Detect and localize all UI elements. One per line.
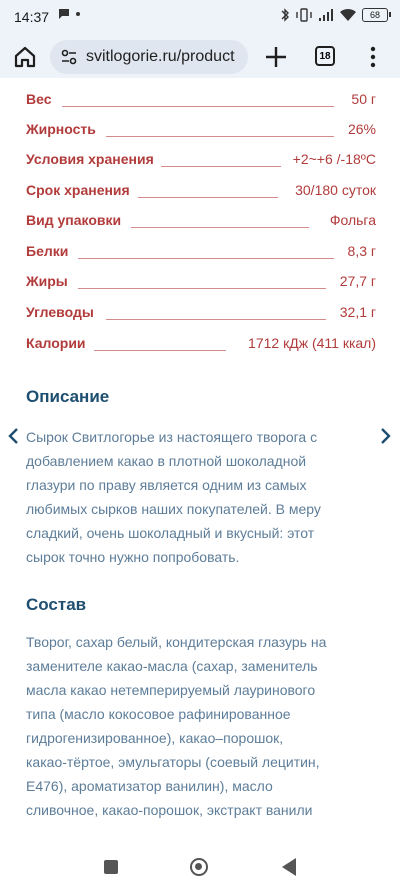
composition-line: сливочное, какао-порошок, экстракт ванили — [26, 802, 313, 818]
description-line: любимых сырков наших покупателей. В меру — [26, 501, 321, 517]
plus-icon[interactable] — [262, 43, 290, 71]
spec-value: 30/180 суток — [295, 182, 376, 198]
spec-divider — [62, 106, 334, 107]
description-line: сырок точно нужно попробовать. — [26, 549, 240, 565]
spec-value: 1712 кДж (411 ккал) — [248, 335, 376, 351]
composition-line: гидрогенизированное), какао–порошок, — [26, 730, 284, 746]
spec-row-calories — [26, 335, 376, 357]
url-text: svitlogorie.ru/product — [86, 48, 235, 65]
dot-icon — [76, 12, 80, 16]
spec-row-weight — [26, 91, 376, 113]
battery-level: 68 — [369, 10, 380, 20]
spec-divider — [78, 258, 334, 259]
chevron-left-icon[interactable] — [7, 427, 21, 445]
description-line: глазури по праву является одним из самых — [26, 477, 307, 493]
system-icons — [280, 8, 388, 22]
signal-icon — [318, 8, 334, 22]
tabs-icon[interactable] — [315, 46, 335, 66]
spec-divider — [131, 227, 309, 228]
vibrate-icon — [296, 8, 312, 22]
spec-value: 26% — [347, 121, 376, 137]
spec-row-protein — [26, 243, 376, 265]
spec-label: Жиры — [26, 273, 68, 289]
chat-bubble-icon — [58, 8, 70, 20]
composition-line: заменителе какао-масла (сахар, заменитель — [26, 658, 318, 674]
spec-label: Вес — [26, 91, 52, 107]
composition-line: Творог, сахар белый, кондитерская глазурь на — [26, 634, 327, 650]
composition-text — [26, 630, 378, 822]
description-line: Сырок Свитлогорье из настоящего творога с — [26, 429, 318, 445]
spec-divider — [94, 350, 226, 351]
description-text — [26, 425, 378, 569]
spec-label: Углеводы — [26, 304, 94, 320]
description-line: сладкий, очень шоколадный и вкусный: этот — [26, 525, 315, 541]
spec-label: Белки — [26, 243, 69, 259]
tab-count: 18 — [319, 50, 331, 62]
spec-divider — [78, 288, 326, 289]
notification-icons — [58, 8, 80, 20]
battery-icon — [362, 8, 388, 22]
spec-label: Жирность — [26, 121, 96, 137]
chevron-right-icon[interactable] — [378, 427, 392, 445]
spec-divider — [161, 166, 281, 167]
composition-line: типа (масло кокосовое рафинированное — [26, 706, 291, 722]
back-icon[interactable] — [282, 858, 296, 876]
bluetooth-icon — [280, 8, 290, 22]
spec-value: +2~+6 /-18ºC — [292, 151, 376, 167]
home-icon[interactable] — [12, 44, 38, 70]
composition-line: какао-тёртое, эмульгаторы (соевый лецитин, — [26, 754, 320, 770]
browser-toolbar — [0, 36, 400, 78]
spec-value: 27,7 г — [339, 273, 376, 289]
site-settings-icon[interactable] — [60, 48, 78, 66]
spec-label: Условия хранения — [26, 151, 154, 167]
spec-label: Вид упаковки — [26, 212, 122, 228]
home-nav-icon[interactable] — [190, 858, 208, 876]
spec-divider — [138, 197, 278, 198]
system-nav-bar — [0, 848, 400, 892]
spec-value: Фольга — [329, 212, 376, 228]
spec-divider — [106, 136, 334, 137]
spec-label: Срок хранения — [26, 182, 130, 198]
spec-value: 32,1 г — [339, 304, 376, 320]
spec-value: 50 г — [351, 91, 376, 107]
description-heading: Описание — [26, 387, 110, 406]
composition-heading: Состав — [26, 595, 87, 614]
spec-row-carbs — [26, 304, 376, 326]
wifi-icon — [340, 8, 356, 22]
spec-row-shelf-life — [26, 182, 376, 204]
spec-divider — [106, 319, 326, 320]
composition-line: Е476), ароматизатор ванилин), масло — [26, 778, 273, 794]
spec-row-fat — [26, 121, 376, 143]
address-bar[interactable] — [50, 40, 248, 74]
description-line: добавлением какао в плотной шоколадной — [26, 453, 307, 469]
spec-row-packaging — [26, 212, 376, 234]
more-vert-icon[interactable] — [366, 46, 380, 68]
status-bar — [0, 0, 400, 36]
spec-row-fats — [26, 273, 376, 295]
recents-icon[interactable] — [104, 860, 118, 874]
spec-row-storage — [26, 151, 376, 173]
status-time: 14:37 — [14, 9, 50, 25]
spec-value: 8,3 г — [347, 243, 376, 259]
composition-line: масла какао нетемперируемый лауринового — [26, 682, 316, 698]
spec-label: Калории — [26, 335, 86, 351]
